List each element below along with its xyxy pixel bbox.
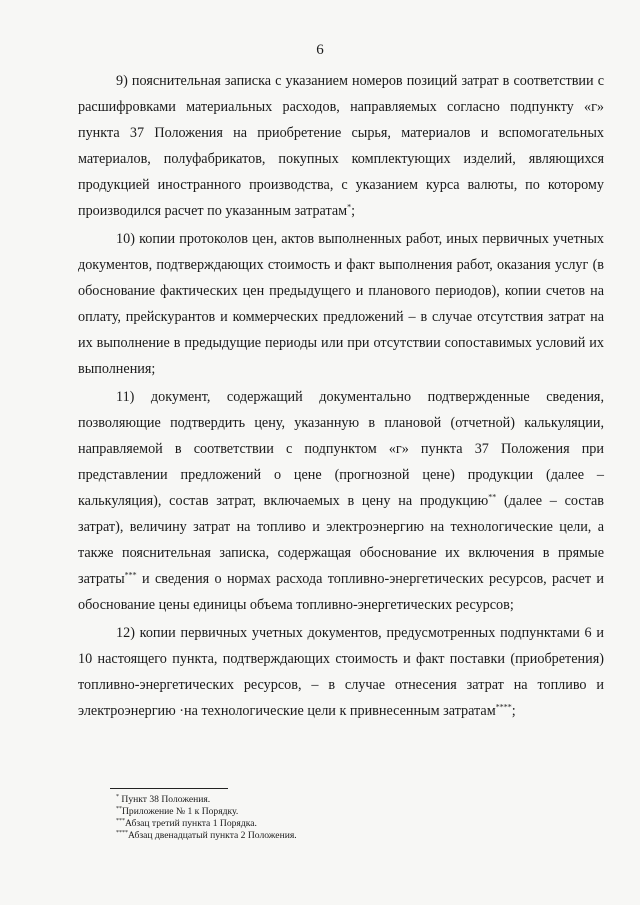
footnote-marker: *** — [124, 570, 137, 580]
paragraph-item-12 — [78, 620, 604, 724]
document-body — [78, 68, 604, 726]
paragraph-text: 9) пояснительная записка с указанием номеров позиций затрат в соответствии с расшифровками материальных расходов, направляемых согласно подпункту «г» пункта 37 Положения на приобретение сырья, материалов и вспомогательных материалов, полуфабрикатов, покупных комплектующих изделий, являющихся продукцией иностранного производства, с указанием курса валюты, по которому производился расчет по указанным затратам — [78, 73, 604, 219]
paragraph-item-11 — [78, 384, 604, 618]
footnote-3 — [116, 818, 596, 830]
footnote-marker: ** — [488, 492, 497, 502]
footnote-text: Приложение № 1 к Порядку. — [122, 806, 239, 817]
footnote-marker: **** — [495, 702, 512, 712]
footnote-marker: * — [347, 202, 352, 212]
paragraph-text: 12) копии первичных учетных документов, предусмотренных подпунктами 6 и 10 настоящего пункта, подтверждающих стоимость и факт поставки (приобретения) топливно-энергетических ресурсов, – в случае отнесения затрат на топливо и электроэнергию ·на технологические цели к привнесенным затратам — [78, 625, 604, 719]
footnote-marker: * — [116, 793, 119, 800]
paragraph-item-10 — [78, 226, 604, 382]
footnote-divider — [110, 788, 228, 789]
footnote-1 — [116, 794, 596, 806]
footnote-text: Абзац двенадцатый пункта 2 Положения. — [128, 830, 297, 841]
page-number: 6 — [316, 42, 324, 58]
paragraph-text: и сведения о нормах расхода топливно-энергетических ресурсов, расчет и обоснование цены единицы объема топливно-энергетических ресурсов; — [78, 571, 604, 613]
footnote-text: Пункт 38 Положения. — [119, 794, 211, 805]
footnote-2 — [116, 806, 596, 818]
footnote-marker: ** — [116, 805, 122, 812]
paragraph-text: (далее – состав затрат), величину затрат на топливо и электроэнергию на технологические цели, а также пояснительная записка, содержащая обоснование их включения в прямые затраты — [78, 493, 604, 587]
footnotes — [116, 794, 596, 842]
paragraph-tail: ; — [511, 703, 516, 719]
paragraph-text: 10) копии протоколов цен, актов выполненных работ, иных первичных учетных документов, подтверждающих стоимость и факт выполнения работ, оказания услуг (в обоснование фактических цен предыдущего и планового периодов), копии счетов на оплату, прейскурантов и коммерческих предложений – в случае отсутствия затрат на их выполнение в предыдущие периоды или при отсутствии сопоставимых условий их выполнения; — [78, 231, 604, 377]
footnote-marker: **** — [116, 829, 128, 836]
footnote-text: Абзац третий пункта 1 Порядка. — [125, 818, 257, 829]
footnote-4 — [116, 830, 596, 842]
footnote-marker: *** — [116, 817, 125, 824]
paragraph-text: 11) документ, содержащий документально подтвержденные сведения, позволяющие подтвердить цену, указанную в плановой (отчетной) калькуляции, направляемой в соответствии с подпунктом «г» пункта 37 Положения при представлении предложений о цене (прогнозной цене) продукции (далее – калькуляция), состав затрат, включаемых в цену на продукцию — [78, 389, 604, 509]
paragraph-item-9 — [78, 68, 604, 224]
paragraph-tail: ; — [351, 203, 356, 219]
